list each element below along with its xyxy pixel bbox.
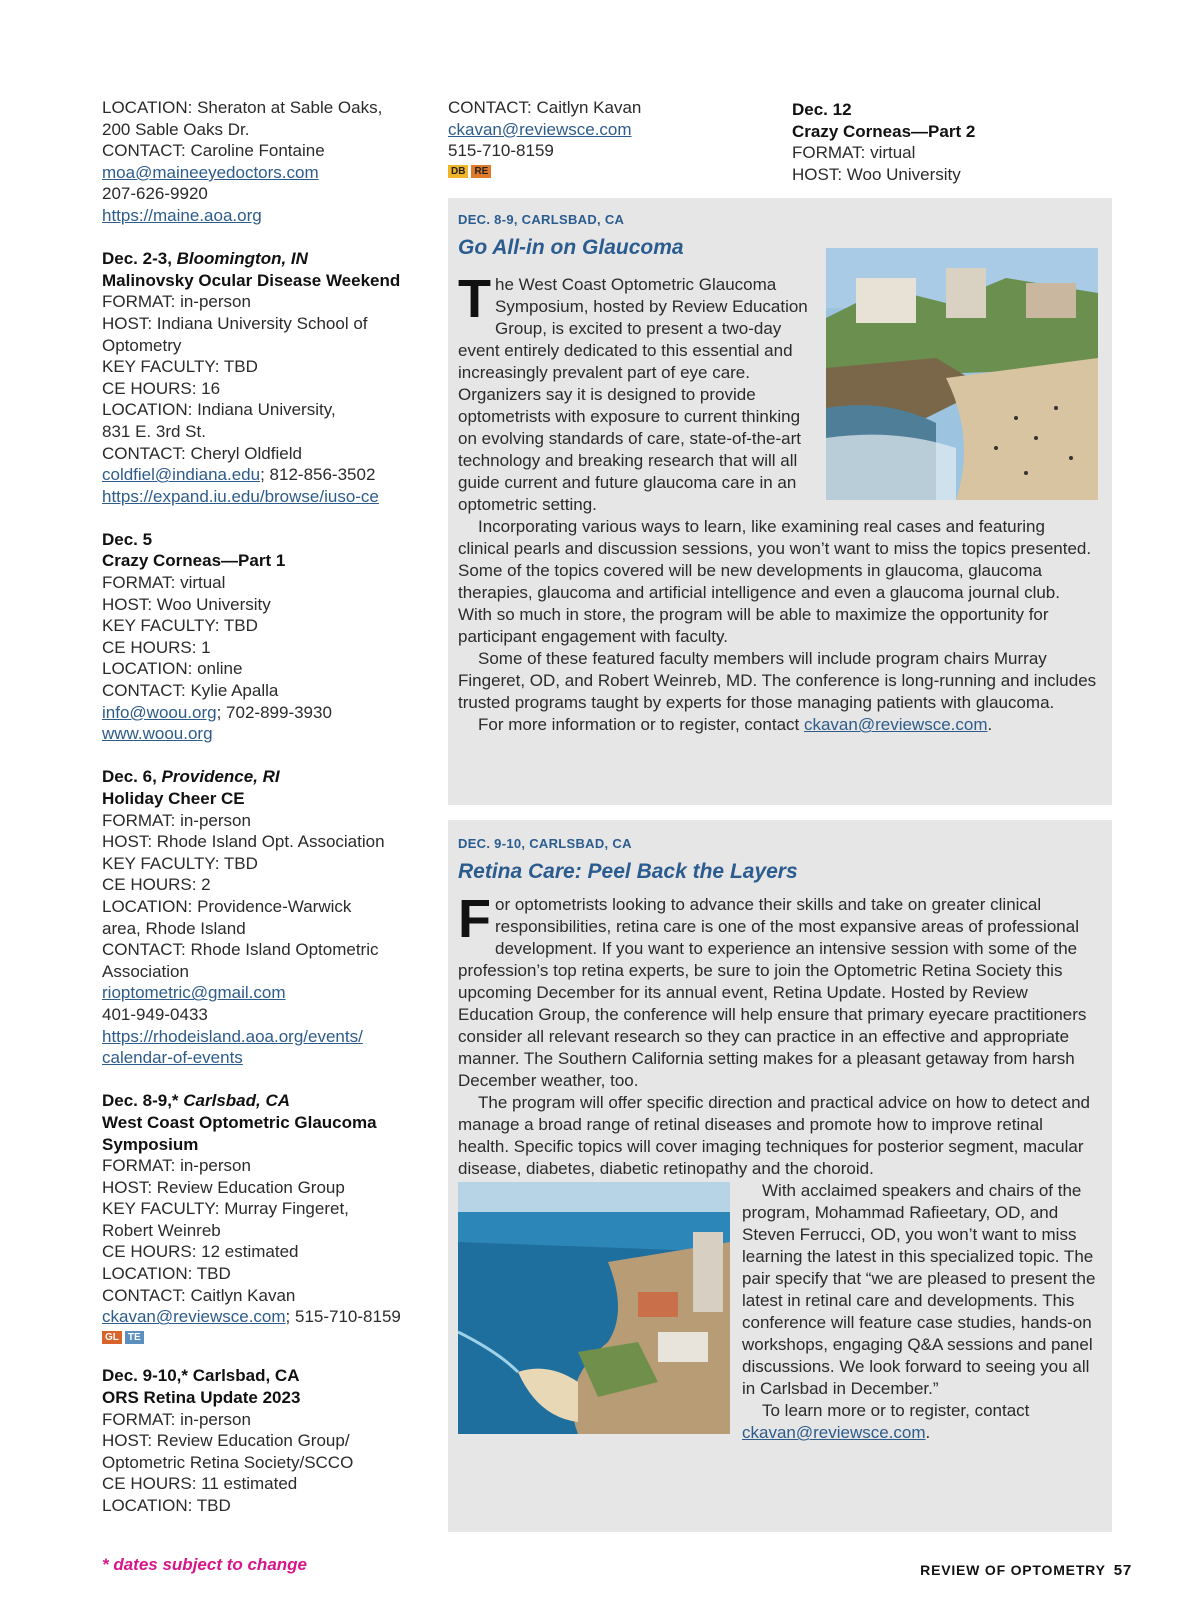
event-holiday-cheer: [102, 766, 422, 1068]
beach-cove-photo: [826, 248, 1098, 500]
drop-cap: T: [458, 269, 491, 329]
phone-line: 207-626-9920: [102, 184, 208, 204]
email-link[interactable]: rioptometric@gmail.com: [102, 983, 286, 1003]
contact-line: Association: [102, 961, 189, 981]
email-link[interactable]: ckavan@reviewsce.com: [448, 119, 632, 139]
phone-text: ; 702-899-3930: [216, 702, 332, 722]
email-link[interactable]: ckavan@reviewsce.com: [803, 715, 988, 734]
contact-line: CONTACT: Caitlyn Kavan: [102, 1285, 296, 1305]
category-badges: [448, 165, 778, 178]
host-line: HOST: Woo University: [102, 594, 271, 614]
email-link[interactable]: ckavan@reviewsce.com: [102, 1307, 286, 1327]
host-line: HOST: Woo University: [792, 164, 961, 184]
host-line: HOST: Review Education Group: [102, 1177, 345, 1197]
phone-text: ; 515-710-8159: [285, 1307, 401, 1327]
location-line: LOCATION: Providence-Warwick: [102, 896, 352, 916]
left-column: [102, 97, 422, 1538]
website-link[interactable]: https://maine.aoa.org: [102, 205, 262, 225]
email-link[interactable]: ckavan@reviewsce.com: [742, 1423, 926, 1442]
paragraph: he West Coast Optometric Glaucoma Symposium, hosted by Review Education Group, is excited to present a two-day event entirely dedicated to this essential and increasingly prevalent part of eye care. Organizers say it is designed to provide optometrists with exposure to current thinking on evolving standards of care, state-of-the-art technology and breaking research that will all guide current and future glaucoma care in an optometric setting.: [458, 275, 808, 514]
faculty-line: Robert Weinreb: [102, 1220, 221, 1240]
location-line: 831 E. 3rd St.: [102, 421, 206, 441]
website-link-cont[interactable]: calendar-of-events: [102, 1048, 243, 1068]
event-crazy-corneas-2: [792, 99, 1092, 185]
contact-line: CONTACT: Caroline Fontaine: [102, 141, 325, 161]
location-line: LOCATION: TBD: [102, 1264, 231, 1284]
badge-re: RE: [471, 165, 491, 178]
event-title: ORS Retina Update 2023: [102, 1388, 301, 1408]
feature-kicker: DEC. 9-10, CARLSBAD, CA: [458, 836, 632, 851]
email-link[interactable]: coldfiel@indiana.edu: [102, 465, 261, 485]
faculty-line: KEY FACULTY: TBD: [102, 853, 258, 873]
paragraph: With acclaimed speakers and chairs of the program, Mohammad Rafieetary, OD, and Steven Ferrucci, OD, you won’t want to miss learning the latest in this specialized topic. The pair specify that “we are pleased to present the latest in retinal care and developments. This conference will feature case studies, hands-on workshops, engaging Q&A sessions and panel discussions. We look forward to seeing you all in Carlsbad in December.”: [742, 1181, 1096, 1398]
faculty-line: KEY FACULTY: TBD: [102, 357, 258, 377]
location-line: area, Rhode Island: [102, 918, 246, 938]
host-line: HOST: Review Education Group/: [102, 1431, 350, 1451]
paragraph: or optometrists looking to advance their skills and take on greater clinical responsibilities, retina care is one of the most expansive areas of professional development. If you want to experience an intensive session with some of the profession’s top retina experts, be sure to join the Optometric Retina Society this upcoming December for its annual event, Retina Update. Hosted by Review Education Group, the conference will help ensure that primary eyecare practitioners consider all relevant research so they can practice in an effective and appropriate manner. The Southern California setting makes for a pleasant getaway from harsh December weather, too.: [458, 895, 1087, 1090]
event-date: Dec. 5: [102, 529, 153, 549]
host-line: Optometric Retina Society/SCCO: [102, 1452, 354, 1472]
feature-kicker: DEC. 8-9, CARLSBAD, CA: [458, 212, 625, 227]
event-title: Crazy Corneas—Part 1: [102, 551, 286, 571]
event-title: Malinovsky Ocular Disease Weekend: [102, 270, 401, 290]
ce-hours-line: CE HOURS: 11 estimated: [102, 1474, 298, 1494]
format-line: FORMAT: in-person: [102, 292, 251, 312]
website-link[interactable]: https://expand.iu.edu/browse/iuso-ce: [102, 486, 379, 506]
phone-text: ; 812-856-3502: [260, 465, 376, 485]
location-line: LOCATION: TBD: [102, 1496, 231, 1515]
event-crazy-corneas-1: [102, 529, 422, 745]
format-line: FORMAT: virtual: [792, 143, 916, 163]
location-line: LOCATION: online: [102, 659, 243, 679]
host-line: HOST: Indiana University School of: [102, 313, 368, 333]
contact-line: CONTACT: Cheryl Oldfield: [102, 443, 302, 463]
contact-line: CONTACT: Caitlyn Kavan: [448, 98, 642, 117]
ce-hours-line: CE HOURS: 12 estimated: [102, 1242, 299, 1262]
badge-db: DB: [448, 165, 468, 178]
event-date: Dec. 12: [792, 100, 852, 119]
glaucoma-feature-box: [448, 198, 1112, 805]
feature-headline: Go All-in on Glaucoma: [458, 236, 684, 259]
event-title: Symposium: [102, 1134, 199, 1154]
feature-body: [458, 889, 1098, 1444]
contact-line: CONTACT: Kylie Apalla: [102, 681, 279, 701]
faculty-line: KEY FACULTY: TBD: [102, 616, 258, 636]
ce-hours-line: CE HOURS: 16: [102, 378, 221, 398]
event-glaucoma-symposium: [102, 1090, 422, 1344]
coastline-aerial-photo: [458, 1182, 730, 1434]
category-badges: [102, 1331, 422, 1344]
contact-line: CONTACT: Rhode Island Optometric: [102, 940, 379, 960]
paragraph: Some of these featured faculty members will include program chairs Murray Fingeret, OD, and Robert Weinreb, MD. The conference is long-running and includes trusted programs taught by experts for those managing patients with glaucoma.: [458, 649, 1097, 712]
badge-gl: GL: [102, 1331, 122, 1344]
format-line: FORMAT: in-person: [102, 1409, 251, 1429]
mid-top-contact: [448, 97, 778, 178]
event-date: Dec. 9-10,* Carlsbad, CA: [102, 1366, 300, 1386]
feature-body: [458, 269, 1098, 736]
event-date: Dec. 8-9,* Carlsbad, CA: [102, 1091, 291, 1111]
phone-line: 515-710-8159: [448, 141, 554, 161]
page-folio: [920, 1562, 1132, 1579]
paragraph: For more information or to register, contact ckavan@reviewsce.com.: [478, 715, 993, 734]
faculty-line: KEY FACULTY: Murray Fingeret,: [102, 1199, 349, 1219]
drop-cap: F: [458, 889, 491, 949]
location-line: LOCATION: Sheraton at Sable Oaks,: [102, 98, 383, 117]
event-retina-update: [102, 1365, 422, 1516]
event-date: Dec. 6, Providence, RI: [102, 767, 280, 787]
ce-hours-line: CE HOURS: 2: [102, 875, 211, 895]
format-line: FORMAT: in-person: [102, 1156, 251, 1176]
format-line: FORMAT: virtual: [102, 573, 226, 593]
host-line: HOST: Rhode Island Opt. Association: [102, 832, 385, 852]
paragraph: To learn more or to register, contact ckavan@reviewsce.com.: [742, 1401, 1030, 1442]
page-number: 57: [1113, 1562, 1132, 1579]
publication-name: REVIEW OF OPTOMETRY: [920, 1562, 1106, 1578]
paragraph: The program will offer specific direction and practical advice on how to detect and manage a broad range of retinal diseases and promote how to improve retinal health. Specific topics will cover imaging techniques for posterior segment, macular disease, diabetes, diabetic retinopathy and the choroid.: [458, 1093, 1091, 1178]
retina-feature-box: [448, 820, 1112, 1532]
event-title: Holiday Cheer CE: [102, 789, 245, 808]
ce-hours-line: CE HOURS: 1: [102, 637, 211, 657]
event-title: Crazy Corneas—Part 2: [792, 121, 976, 141]
event-bloomington: [102, 248, 422, 507]
paragraph: Incorporating various ways to learn, like examining real cases and featuring clinical pearls and discussion sessions, you won’t want to miss the topics presented. Some of the topics covered will be new developments in glaucoma, glaucoma therapies, glaucoma and artificial intelligence and even a glaucoma journal club. With so much in store, the program will be able to maximize the opportunity for participant engagement with faculty.: [458, 517, 1092, 646]
location-line: LOCATION: Indiana University,: [102, 400, 336, 420]
format-line: FORMAT: in-person: [102, 810, 251, 830]
dates-footnote: * dates subject to change: [102, 1555, 307, 1574]
email-link[interactable]: info@woou.org: [102, 702, 217, 722]
event-date: Dec. 2-3, Bloomington, IN: [102, 249, 308, 269]
host-line: Optometry: [102, 335, 182, 355]
phone-line: 401-949-0433: [102, 1004, 208, 1024]
event-title: West Coast Optometric Glaucoma: [102, 1112, 377, 1132]
website-link[interactable]: www.woou.org: [102, 724, 213, 744]
event-maine-continued: [102, 97, 422, 227]
badge-te: TE: [125, 1331, 144, 1344]
feature-headline: Retina Care: Peel Back the Layers: [458, 860, 798, 883]
website-link[interactable]: https://rhodeisland.aoa.org/events/: [102, 1026, 363, 1046]
email-link[interactable]: moa@maineeyedoctors.com: [102, 162, 319, 182]
location-line: 200 Sable Oaks Dr.: [102, 119, 250, 139]
